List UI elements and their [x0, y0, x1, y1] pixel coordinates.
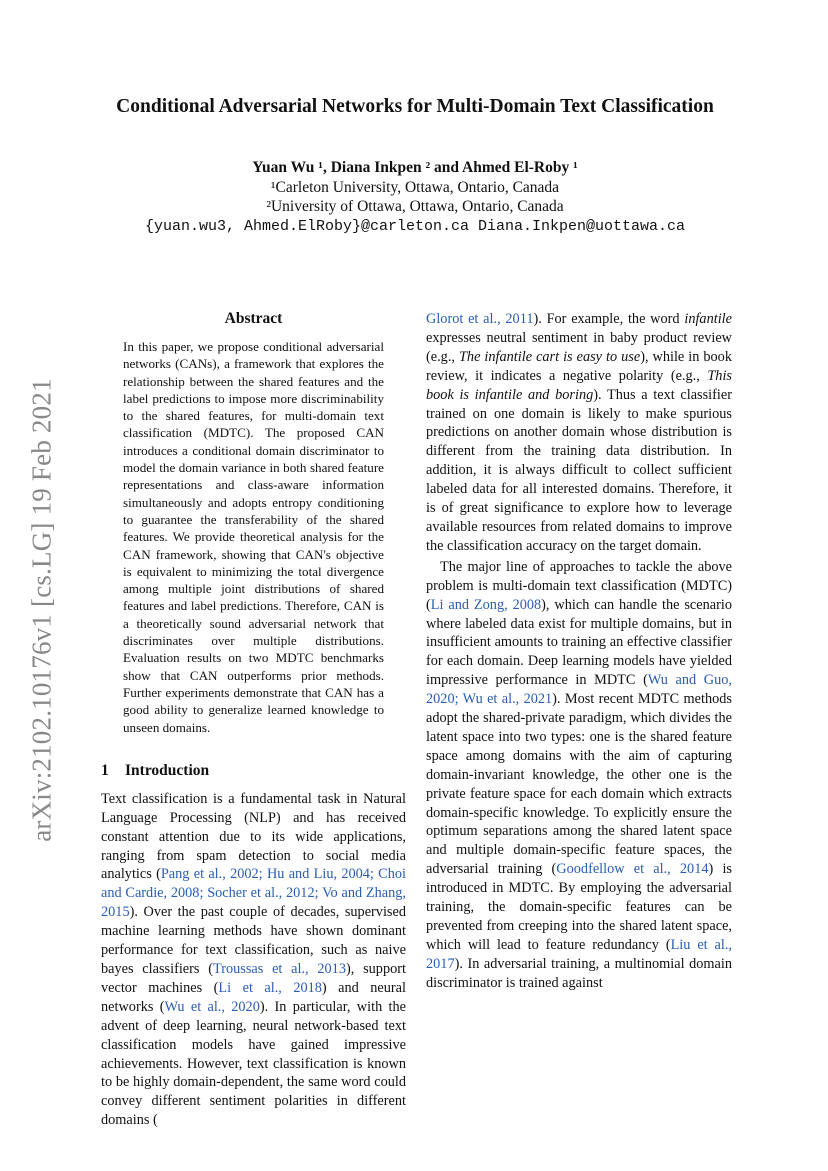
author-emails: {yuan.wu3, Ahmed.ElRoby}@carleton.ca Diana.Inkpen@uottawa.ca	[144, 217, 686, 235]
left-column	[101, 310, 406, 1130]
intro-paragraph-2	[426, 558, 732, 993]
section-title: Introduction	[125, 761, 210, 779]
arxiv-identifier-text: arXiv:2102.10176v1 [cs.LG] 19 Feb 2021	[26, 378, 57, 842]
intro-paragraph-1-continued	[426, 310, 732, 556]
text-run: ), while in book review, it indicates a negative polarity (e.g.,	[426, 348, 732, 384]
text-run: ). In adversarial training, a multinomial domain discriminator is trained against	[426, 955, 732, 991]
emphasis: The infantile cart is easy to use	[458, 348, 641, 365]
author-block	[80, 158, 750, 236]
text-run: ) is introduced in MDTC. By employing the adversarial training, the domain-specific features can be prevented from creeping into the shared latent space, which will lead to feature redundancy (	[426, 861, 732, 953]
right-column	[426, 310, 732, 993]
text-run: ). Thus a text classifier trained on one domain is likely to make spurious predictions on another domain whose distribution is different from the training data distribution. In addition, it is always difficult to collect sufficient labeled data for all interested domains. Therefore, it is of great significance to explore how to leverage available resources from related domains to improve the classification accuracy on the target domain.	[426, 386, 732, 554]
citation-link[interactable]: Li and Zong, 2008	[430, 596, 542, 613]
section-number: 1	[101, 761, 109, 779]
affiliation-1: ¹Carleton University, Ottawa, Ontario, Canada	[270, 178, 560, 196]
text-run: ). For example, the word	[533, 311, 685, 327]
citation-link[interactable]: Troussas et al., 2013	[213, 960, 346, 977]
affiliation-2: ²University of Ottawa, Ottawa, Ontario, Canada	[266, 198, 564, 215]
text-run: ). In particular, with the advent of deep learning, neural network-based text classification models have gained impressive achievements. However, text classification is known to be highly domain-dependent, the same word could convey different sentiment polarities in different domains (	[101, 998, 406, 1129]
citation-link[interactable]: Goodfellow et al., 2014	[556, 861, 709, 878]
citation-link[interactable]: Pang et al., 2002; Hu and Liu, 2004; Choi and Cardie, 2008; Socher et al., 2012; Vo and Zhang, 2015	[101, 866, 406, 921]
citation-link[interactable]: Liu et al., 2017	[426, 936, 732, 972]
arxiv-identifier	[22, 370, 62, 850]
citation-link[interactable]: Glorot et al., 2011	[426, 311, 534, 327]
author-names: Yuan Wu ¹, Diana Inkpen ² and Ahmed El-Roby ¹	[252, 159, 578, 176]
text-run: expresses neutral sentiment in baby product review (e.g.,	[426, 329, 732, 365]
abstract-text: In this paper, we propose conditional adversarial networks (CANs), a framework that explores the relationship between the shared features and the label predictions to impose more discriminability to the shared features, for multi-domain text classification (MDTC). The proposed CAN introduces a conditional domain discriminator to model the domain variance in both shared feature representations and class-aware information simultaneously and adopts entropy conditioning to guarantee the transferability of the shared features. We provide theoretical analysis for the CAN framework, showing that CAN's objective is equivalent to minimizing the total divergence among multiple joint distributions of shared features and label predictions. Therefore, CAN is a theoretically sound adversarial network that discriminates over multiple distributions. Evaluation results on two MDTC benchmarks show that CAN outperforms prior methods. Further experiments demonstrate that CAN has a good ability to generalize learned knowledge to unseen domains.	[123, 339, 384, 735]
citation-link[interactable]: Wu et al., 2020	[164, 998, 260, 1015]
text-run: ) and neural networks (	[101, 979, 406, 1015]
section-heading-introduction	[101, 762, 406, 780]
emphasis: infantile	[684, 311, 732, 327]
text-run: The major line of approaches to tackle the above problem is multi-domain text classification (MDTC) (	[426, 558, 732, 613]
text-run: ), support vector machines (	[101, 960, 406, 996]
text-run: ), which can handle the scenario where labeled data exist for multiple domains, but in insufficient amounts to training an effective classifier for each domain. Deep learning models have yielded impressive performance in MDTC (	[426, 596, 732, 689]
citation-link[interactable]: Wu and Guo, 2020; Wu et al., 2021	[426, 672, 732, 708]
text-run: ). Over the past couple of decades, supervised machine learning methods have shown dominant performance for text classification, such as naive bayes classifiers (	[101, 904, 406, 977]
intro-paragraph-1	[101, 790, 406, 1130]
emphasis: This book is infantile and boring	[426, 367, 732, 403]
text-run: Text classification is a fundamental task in Natural Language Processing (NLP) and has received constant attention due to its wide applications, ranging from spam detection to social media analytics (	[101, 790, 406, 883]
citation-link[interactable]: Li et al., 2018	[218, 979, 322, 996]
text-run: ). Most recent MDTC methods adopt the shared-private paradigm, which divides the latent space into two types: one is the shared feature space among domains with the aim of capturing domain-invariant knowledge, the other one is the private feature space for each domain which extracts domain-specific knowledge. To explicitly ensure the optimum separations among the shared latent space and multiple domain-specific feature spaces, the adversarial training (	[426, 691, 732, 878]
abstract-heading: Abstract	[224, 310, 283, 327]
paper-title: Conditional Adversarial Networks for Multi-Domain Text Classification	[116, 96, 714, 117]
